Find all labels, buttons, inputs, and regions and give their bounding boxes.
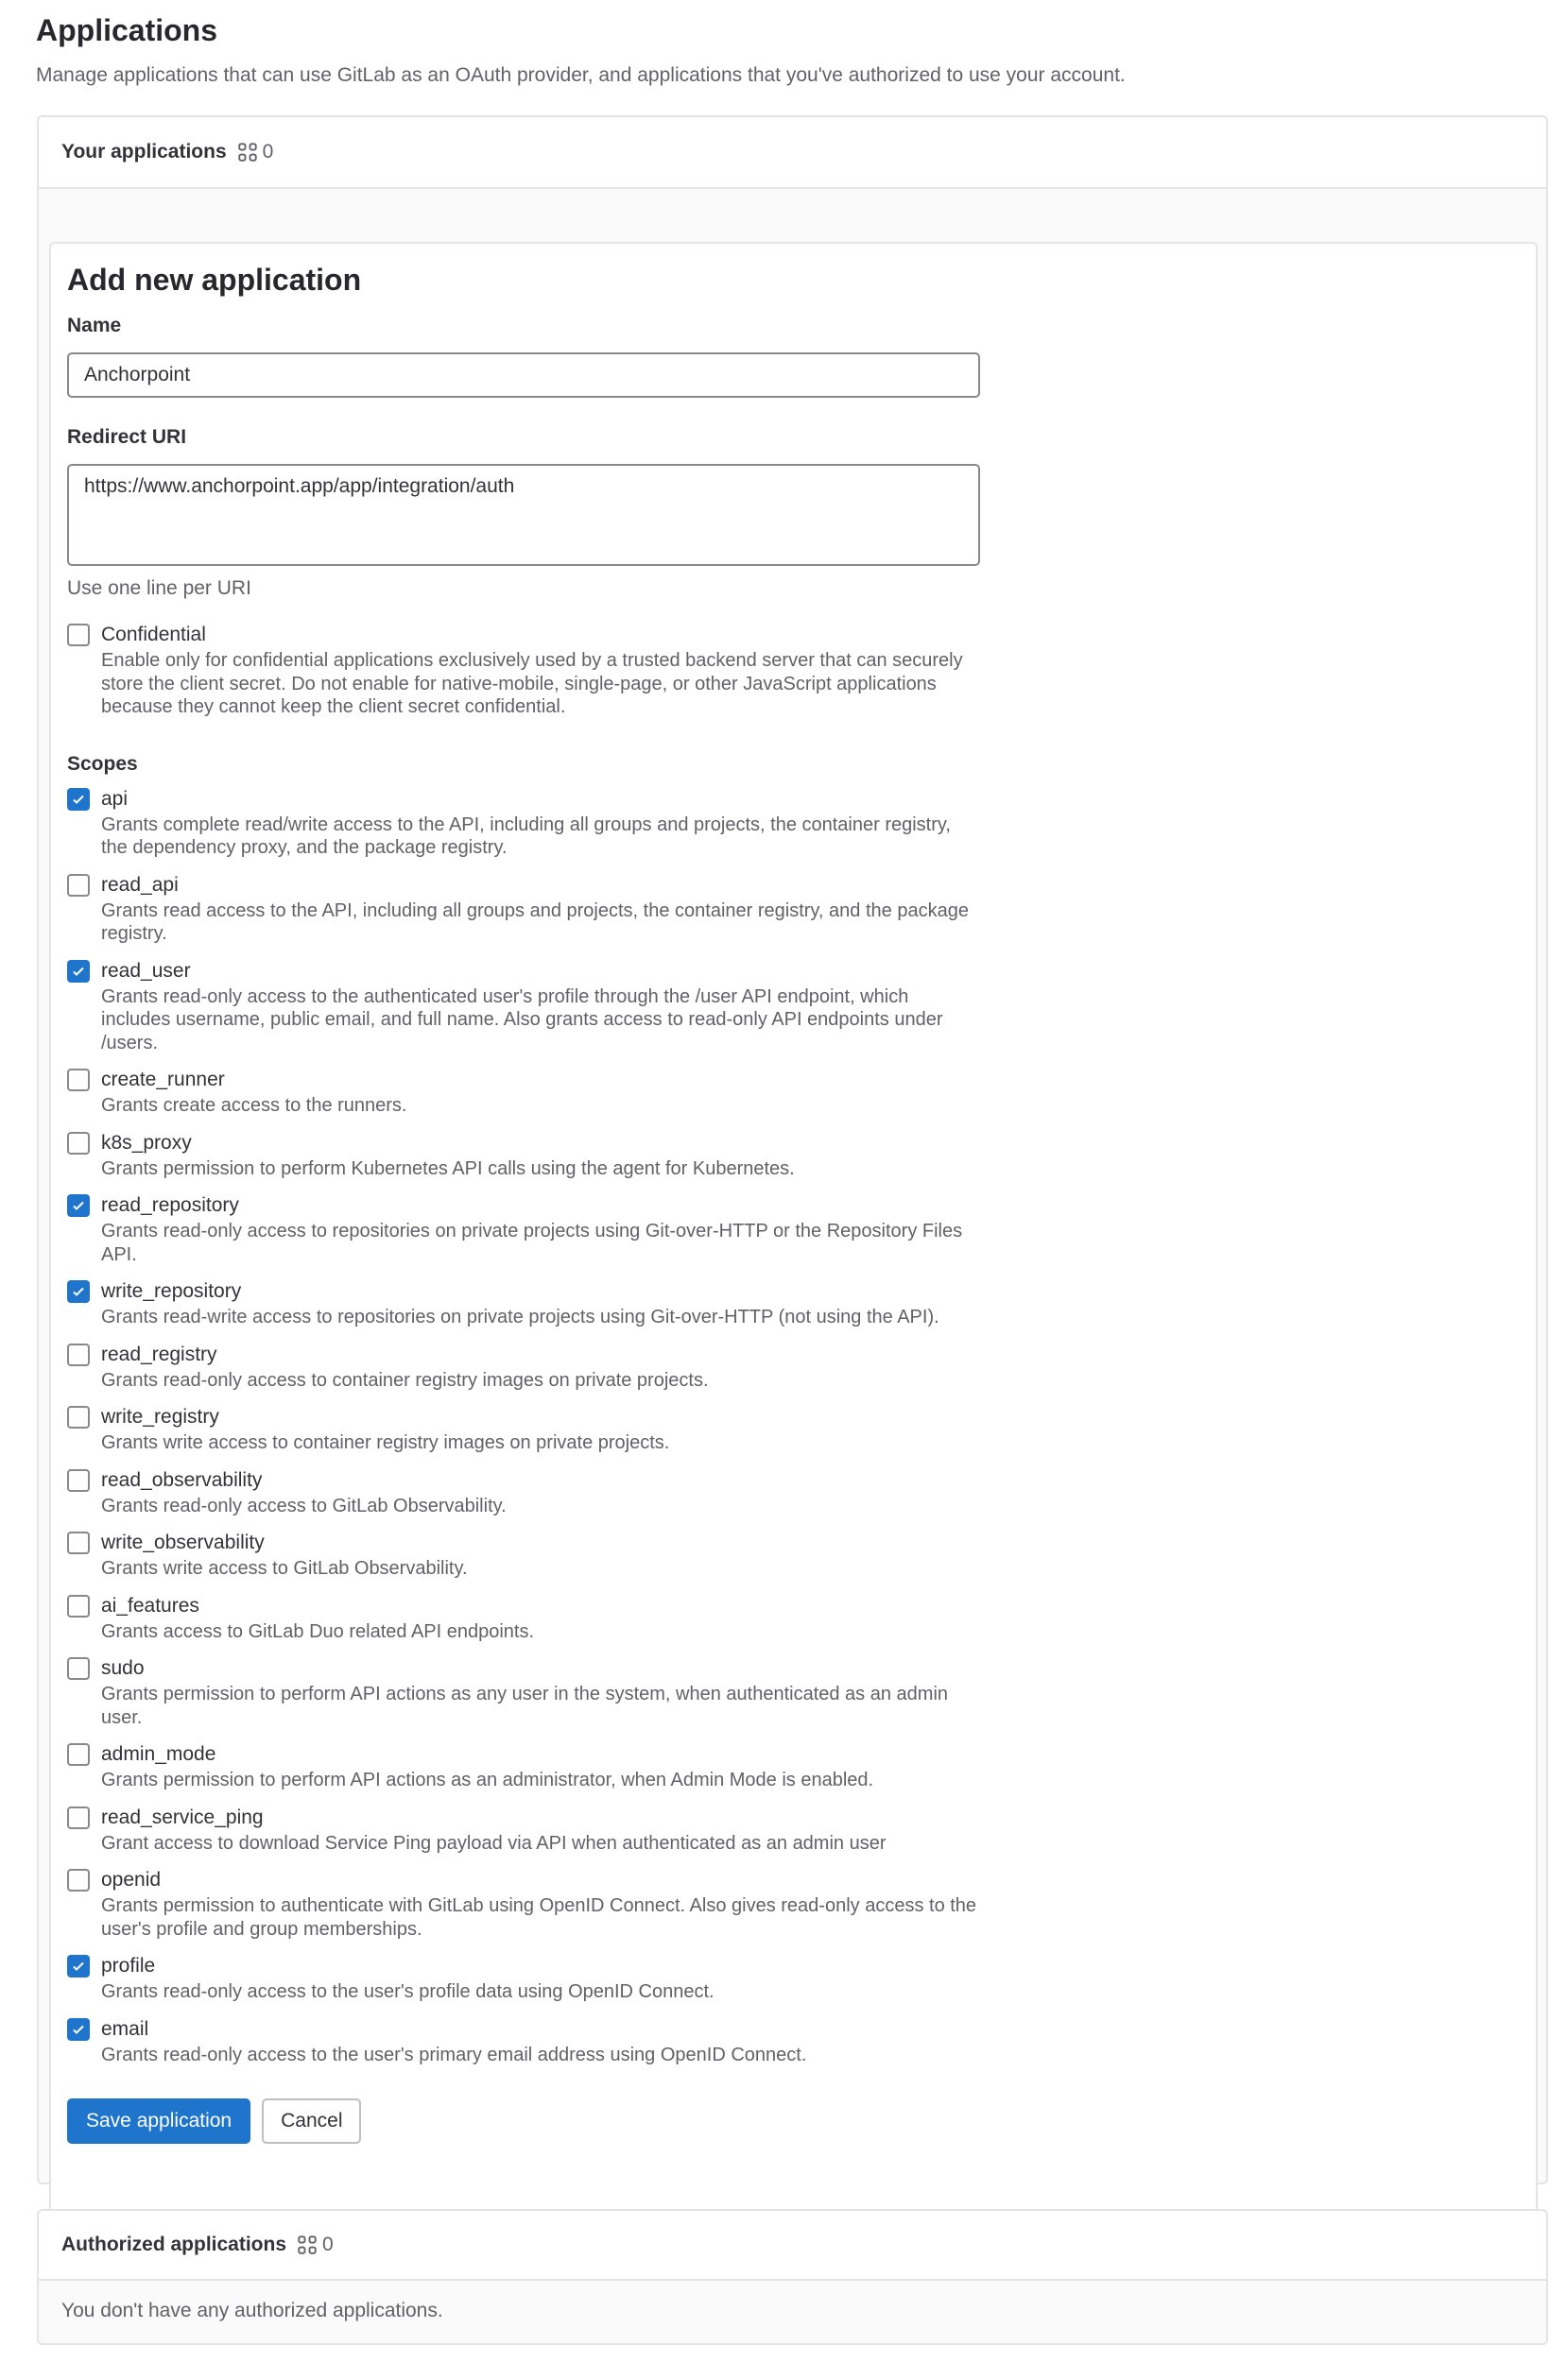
- scope-description: Grants read-only access to the user's profile data using OpenID Connect.: [101, 1981, 715, 2002]
- empty-state: You don't have any authorized applications.: [61, 2300, 443, 2321]
- scope-label: write_registry: [101, 1406, 219, 1428]
- name-label: Name: [67, 315, 122, 336]
- checkmark-icon: [71, 2022, 86, 2037]
- add-application-form: [49, 242, 1538, 2217]
- scope-description: Grants read-only access to repositories on private projects using Git-over-HTTP or the Repository Files API.: [101, 1221, 963, 1265]
- scope-checkbox[interactable]: [67, 2018, 90, 2041]
- scope-label: read_repository: [101, 1194, 239, 1216]
- scope-label: read_api: [101, 873, 179, 896]
- scope-email[interactable]: [67, 2015, 1520, 2067]
- scope-label: openid: [101, 1869, 162, 1891]
- scope-label: email: [101, 2017, 149, 2040]
- authorized-applications-count: 0: [322, 2234, 334, 2255]
- your-applications-label: Your applications: [61, 141, 227, 163]
- scope-description: Grants permission to perform API actions as an administrator, when Admin Mode is enabled.: [101, 1770, 874, 1790]
- confidential-description: Enable only for confidential applications exclusively used by a trusted backend server that can securely store the client secret. Do not enable for native-mobile, single-page, or other JavaScript applications because they cannot keep the client secret confidential.: [101, 650, 963, 717]
- scope-label: read_registry: [101, 1343, 217, 1365]
- scope-label: read_user: [101, 959, 191, 982]
- authorized-applications-header: [39, 2211, 1546, 2281]
- save-application-button[interactable]: Save application: [67, 2098, 250, 2144]
- checkmark-icon: [71, 1198, 86, 1213]
- scope-read-service-ping[interactable]: [67, 1804, 1520, 1856]
- scope-label: admin_mode: [101, 1743, 216, 1765]
- scope-checkbox[interactable]: [67, 1406, 90, 1429]
- scope-description: Grants permission to perform Kubernetes API calls using the agent for Kubernetes.: [101, 1157, 795, 1179]
- scope-checkbox[interactable]: [67, 1955, 90, 1978]
- scope-label: write_observability: [101, 1532, 265, 1553]
- applications-icon: [238, 143, 257, 162]
- scope-sudo[interactable]: [67, 1654, 1520, 1729]
- scope-checkbox[interactable]: [67, 1280, 90, 1303]
- scope-description: Grants read-write access to repositories on private projects using Git-over-HTTP (not using the API).: [101, 1307, 939, 1327]
- scope-checkbox[interactable]: [67, 1743, 90, 1766]
- scope-label: profile: [101, 1955, 156, 1977]
- scope-ai-features[interactable]: [67, 1592, 1520, 1644]
- scope-api[interactable]: [67, 785, 1520, 860]
- scopes-list: [67, 785, 1520, 2067]
- scope-description: Grants read-only access to the authenticated user's profile through the /user API endpoint, which includes username, public email, and full name. Also grants access to read-only API endpoints under /users.: [101, 985, 943, 1053]
- scope-checkbox[interactable]: [67, 1469, 90, 1492]
- scope-checkbox[interactable]: [67, 788, 90, 811]
- scope-description: Grants permission to perform API actions as any user in the system, when authenticated as an admin user.: [101, 1684, 949, 1728]
- scope-label: read_service_ping: [101, 1806, 264, 1828]
- scope-checkbox[interactable]: [67, 1595, 90, 1618]
- scope-description: Grants permission to authenticate with GitLab using OpenID Connect. Also gives read-only access to the user's profile and group memberships.: [101, 1895, 977, 1940]
- scope-checkbox[interactable]: [67, 1806, 90, 1829]
- redirect-uri-textarea[interactable]: https://www.anchorpoint.app/app/integration/auth: [67, 464, 980, 566]
- scope-description: Grants access to GitLab Duo related API endpoints.: [101, 1620, 535, 1642]
- scope-profile[interactable]: [67, 1952, 1520, 2004]
- scope-k8s-proxy[interactable]: [67, 1129, 1520, 1181]
- scope-checkbox[interactable]: [67, 1344, 90, 1366]
- scope-openid[interactable]: [67, 1866, 1520, 1941]
- scope-write-repository[interactable]: [67, 1277, 1520, 1329]
- scope-label: write_repository: [101, 1280, 242, 1302]
- checkmark-icon: [71, 792, 86, 807]
- scope-description: Grants write access to container registry images on private projects.: [101, 1432, 670, 1453]
- scope-checkbox[interactable]: [67, 1532, 90, 1554]
- checkmark-icon: [71, 964, 86, 979]
- checkmark-icon: [71, 1959, 86, 1974]
- scope-checkbox[interactable]: [67, 1069, 90, 1091]
- confidential-checkbox[interactable]: [67, 624, 90, 646]
- scope-read-observability[interactable]: [67, 1466, 1520, 1518]
- authorized-count-wrap: [298, 2234, 334, 2256]
- page-description: Manage applications that can use GitLab as an OAuth provider, and applications that you've authorized to use your account.: [36, 64, 1126, 86]
- scope-read-user[interactable]: [67, 957, 1520, 1055]
- authorized-applications-card: [37, 2209, 1548, 2345]
- page-title: Applications: [36, 13, 218, 47]
- scope-label: read_observability: [101, 1468, 263, 1491]
- scope-create-runner[interactable]: [67, 1066, 1520, 1118]
- scope-label: k8s_proxy: [101, 1131, 192, 1154]
- scope-checkbox[interactable]: [67, 1869, 90, 1892]
- app-count: [238, 141, 274, 163]
- scope-read-registry[interactable]: [67, 1341, 1520, 1393]
- scope-checkbox[interactable]: [67, 1194, 90, 1217]
- scope-checkbox[interactable]: [67, 1657, 90, 1680]
- scope-description: Grants create access to the runners.: [101, 1095, 407, 1116]
- confidential-label: Confidential: [101, 624, 206, 645]
- applications-icon: [298, 2235, 317, 2254]
- your-applications-count: 0: [262, 141, 274, 163]
- redirect-uri-help: Use one line per URI: [67, 577, 251, 599]
- form-title: Add new application: [67, 263, 362, 297]
- authorized-applications-label: Authorized applications: [61, 2234, 287, 2255]
- scope-description: Grants read-only access to GitLab Observability.: [101, 1495, 507, 1516]
- cancel-button[interactable]: Cancel: [262, 2098, 361, 2144]
- scope-checkbox[interactable]: [67, 960, 90, 983]
- name-input[interactable]: Anchorpoint: [67, 352, 980, 398]
- redirect-uri-label: Redirect URI: [67, 426, 187, 448]
- scope-label: api: [101, 787, 129, 810]
- scope-description: Grants read-only access to container registry images on private projects.: [101, 1369, 709, 1391]
- scope-admin-mode[interactable]: [67, 1740, 1520, 1792]
- scope-write-observability[interactable]: [67, 1529, 1520, 1581]
- scope-description: Grants complete read/write access to the API, including all groups and projects, the container registry, the dependency proxy, and the package registry.: [101, 813, 951, 858]
- scope-description: Grants read-only access to the user's primary email address using OpenID Connect.: [101, 2044, 807, 2065]
- scope-description: Grants read access to the API, including all groups and projects, the container registry, and the package registry.: [101, 899, 969, 944]
- scope-write-registry[interactable]: [67, 1403, 1520, 1455]
- scope-read-api[interactable]: [67, 871, 1520, 946]
- scope-description: Grants write access to GitLab Observability.: [101, 1558, 468, 1579]
- scope-label: sudo: [101, 1657, 145, 1679]
- scope-checkbox[interactable]: [67, 1132, 90, 1155]
- confidential-checkbox-row[interactable]: [67, 621, 1520, 719]
- scope-label: ai_features: [101, 1594, 199, 1617]
- scopes-label: Scopes: [67, 752, 138, 775]
- your-applications-card: [37, 115, 1548, 2184]
- scope-label: create_runner: [101, 1069, 225, 1090]
- scope-checkbox[interactable]: [67, 874, 90, 897]
- scope-read-repository[interactable]: [67, 1191, 1520, 1266]
- your-applications-header: [39, 117, 1546, 189]
- checkmark-icon: [71, 1284, 86, 1299]
- scope-description: Grant access to download Service Ping payload via API when authenticated as an admin user: [101, 1832, 887, 1854]
